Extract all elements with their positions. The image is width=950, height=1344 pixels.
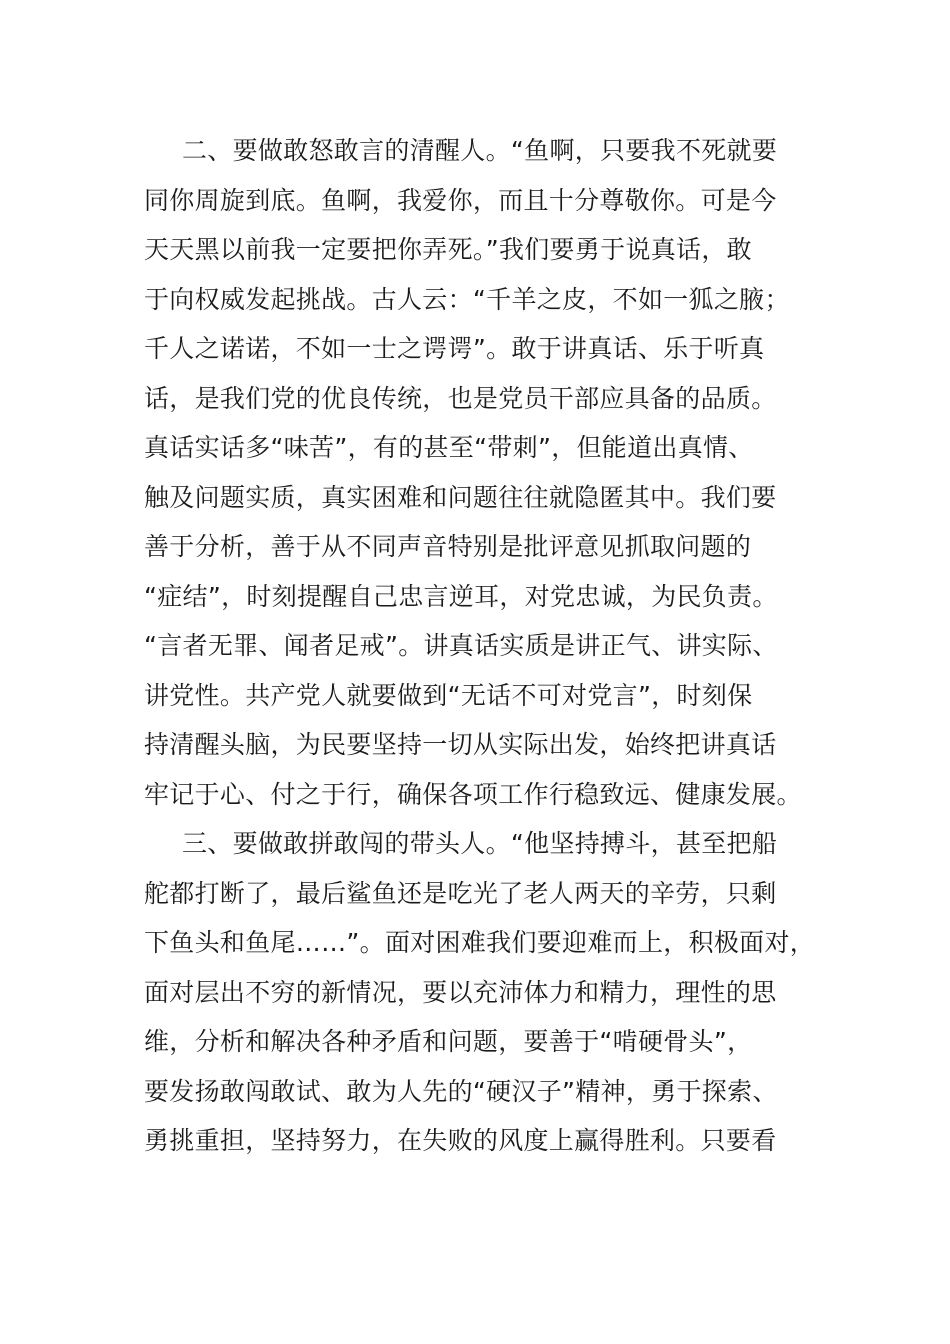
paragraph-2-line-9: 善于分析，善于从不同声音特别是批评意见抓取问题的 (144, 532, 752, 561)
paragraph-3-line-3: 下鱼头和鱼尾……”。面对困难我们要迎难而上，积极面对， (144, 928, 816, 957)
paragraph-3-line-5: 维，分析和解决各种矛盾和问题，要善于“啃硬骨头”， (144, 1027, 753, 1056)
paragraph-3-line-6: 要发扬敢闯敢试、敢为人先的“硬汉子”精神，勇于探索、 (144, 1076, 778, 1106)
paragraph-2-line-14: 牢记于心、付之于行，确保各项工作行稳致远、健康发展。 (144, 779, 802, 809)
paragraph-2-line-11: “言者无罪、闻者足戒”。讲真话实质是讲正气、讲实际、 (144, 631, 778, 660)
paragraph-2-line-7: 真话实话多“味苦”，有的甚至“带刺”，但能道出真情、 (144, 433, 754, 462)
paragraph-3-line-4: 面对层出不穷的新情况，要以充沛体力和精力，理性的思 (144, 977, 777, 1007)
body-text (144, 126, 824, 1166)
paragraph-2-line-6: 话，是我们党的优良传统，也是党员干部应具备的品质。 (144, 383, 777, 413)
paragraph-3-line-2: 舵都打断了，最后鲨鱼还是吃光了老人两天的辛劳，只剩 (144, 878, 777, 908)
paragraph-2-line-1: 二、要做敢怒敢言的清醒人。“鱼啊，只要我不死就要 (182, 136, 778, 165)
paragraph-2-line-4: 于向权威发起挑战。古人云：“千羊之皮，不如一狐之腋； (144, 284, 790, 314)
paragraph-2-line-13: 持清醒头脑，为民要坚持一切从实际出发，始终把讲真话 (144, 730, 777, 759)
paragraph-2-line-2: 同你周旋到底。鱼啊，我爱你，而且十分尊敬你。可是今 (144, 185, 777, 215)
paragraph-3-line-7: 勇挑重担，坚持努力，在失败的风度上赢得胜利。只要看 (144, 1126, 777, 1155)
paragraph-2-line-12: 讲党性。共产党人就要做到“无话不可对党言”，时刻保 (144, 680, 753, 710)
paragraph-2-line-8: 触及问题实质，真实困难和问题往往就隐匿其中。我们要 (144, 482, 777, 512)
paragraph-2-line-3: 天天黑以前我一定要把你弄死。”我们要勇于说真话，敢 (144, 235, 752, 264)
paragraph-3-line-1: 三、要做敢拼敢闯的带头人。“他坚持搏斗，甚至把船 (182, 829, 778, 858)
paragraph-2-line-5: 千人之诺诺，不如一士之谔谔”。敢于讲真话、乐于听真 (144, 334, 765, 363)
paragraph-2-line-10: “症结”，时刻提醒自己忠言逆耳，对党忠诚，为民负责。 (144, 581, 778, 611)
